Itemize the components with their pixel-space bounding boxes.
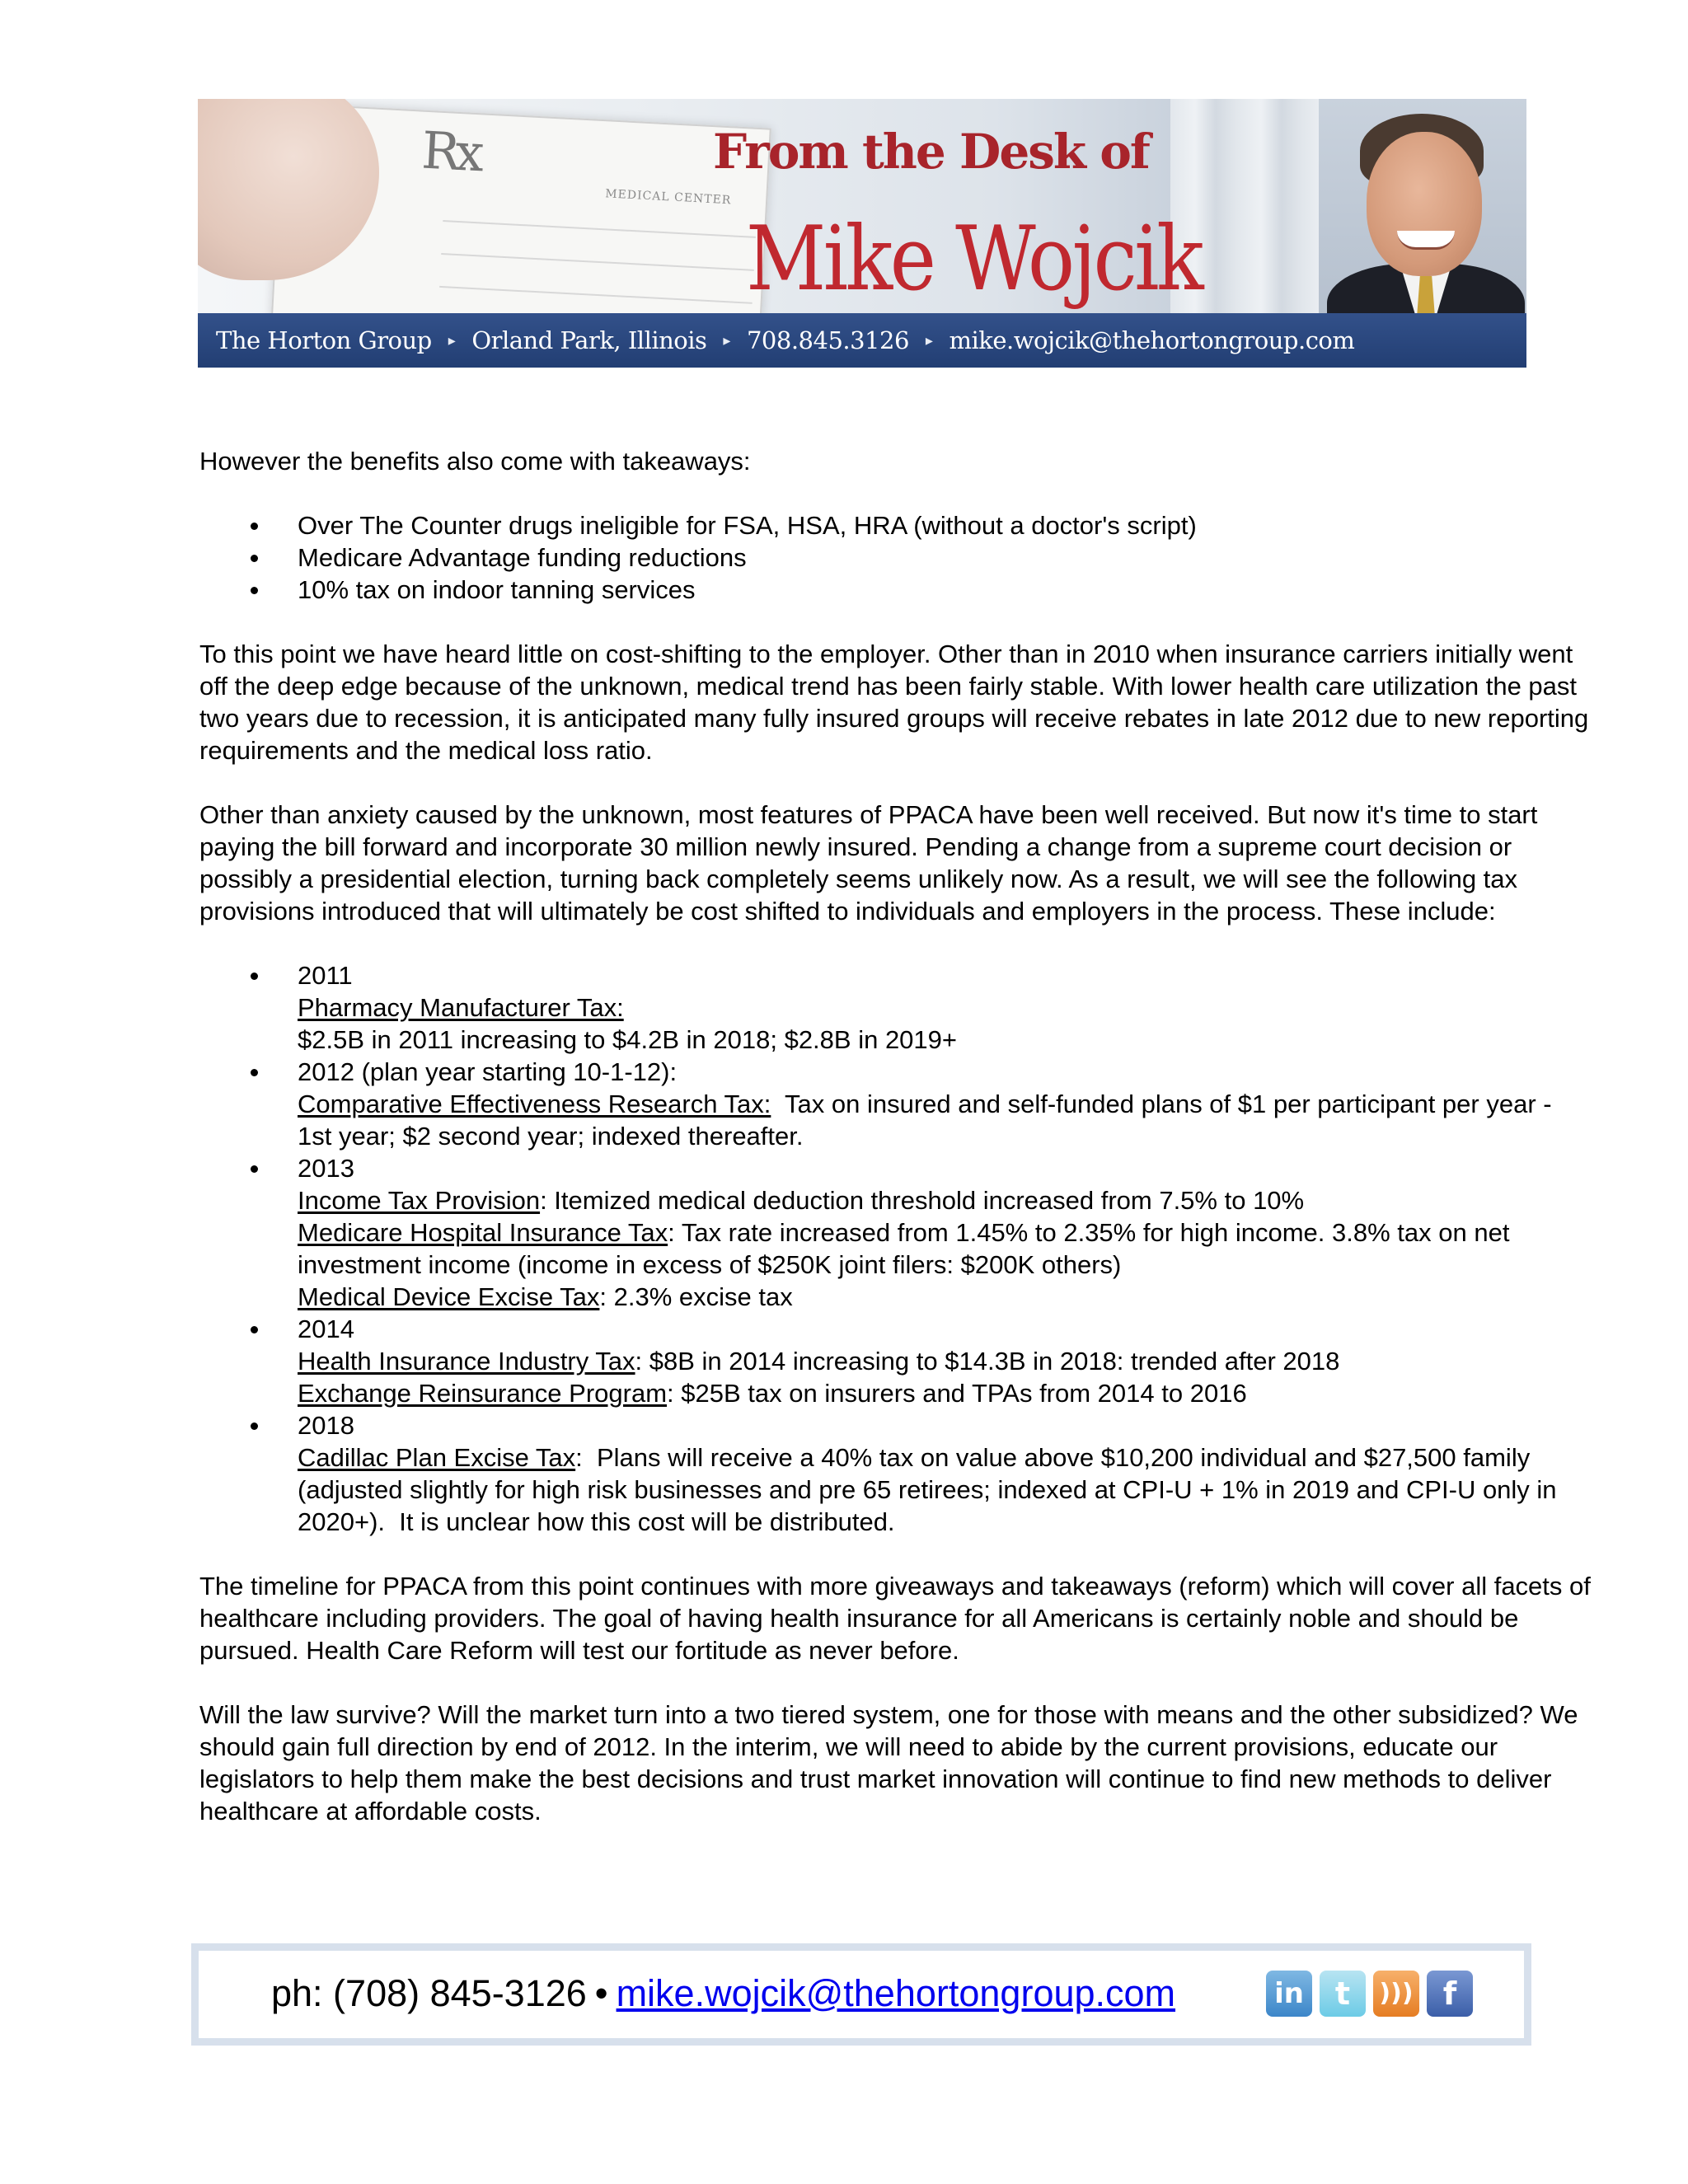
provision-2012 (199, 1056, 1592, 1152)
banner-company: The Horton Group (216, 326, 432, 354)
provision-text: : $25B tax on insurers and TPAs from 2014 to 2016 (667, 1379, 1247, 1408)
banner-contact-bar (198, 313, 1526, 368)
provision-year: 2014 (298, 1315, 354, 1343)
provision-title: Cadillac Plan Excise Tax (298, 1443, 576, 1472)
provision-text: Tax on insured and self-funded plans of $1 per participant per year - 1st year; $2 second year; indexed thereafter. (298, 1090, 1559, 1151)
provision-year: 2011 (298, 961, 353, 990)
medical-center-label: MEDICAL CENTER (604, 187, 732, 208)
header-banner (198, 99, 1526, 368)
banner-location: Orland Park, Illinois (471, 326, 707, 354)
provision-2014 (199, 1313, 1592, 1409)
paragraph-timeline: The timeline for PPACA from this point continues with more giveaways and takeaways (reform) which will cover all facets of healthcare including providers. The goal of having health insurance for all Americans is certainly noble and should be pursued. Health Care Reform will test our fortitude as never before. (199, 1572, 1591, 1665)
footer-contact-box (191, 1943, 1531, 2046)
pad-line (439, 286, 753, 304)
provision-year: 2018 (298, 1411, 354, 1440)
footer-email-link[interactable]: mike.wojcik@thehortongroup.com (616, 1972, 1176, 2014)
provision-title: Medical Device Excise Tax (298, 1282, 600, 1311)
provision-text: : Tax rate increased from 1.45% to 2.35% for high income. 3.8% tax on net investment income (income in excess of $250K joint filers: $200K others) (298, 1218, 1510, 1279)
portrait-photo (1319, 99, 1526, 330)
provision-title: Health Insurance Industry Tax (298, 1347, 635, 1376)
intro-paragraph: However the benefits also come with takeaways: (199, 447, 751, 476)
banner-name: Mike Wojcik (746, 208, 1202, 311)
paragraph-conclusion: Will the law survive? Will the market turn into a two tiered system, one for those with means and the other subsidized? We should gain full direction by end of 2012. In the interim, we will need to abide by the current provisions, educate our legislators to help them make the best decisions and trust market innovation will continue to find new methods to deliver healthcare at affordable costs. (199, 1700, 1578, 1825)
footer-contact-line (271, 1971, 1175, 2017)
banner-from-text: From the Desk of (713, 124, 1149, 180)
arrow-icon: ▸ (723, 331, 730, 349)
banner-phone: 708.845.3126 (746, 326, 909, 354)
banner-email: mike.wojcik@thehortongroup.com (949, 326, 1355, 354)
provision-title: Medicare Hospital Insurance Tax (298, 1218, 668, 1247)
provision-title: Comparative Effectiveness Research Tax: (298, 1090, 771, 1118)
paragraph-cost-shifting: To this point we have heard little on cost-shifting to the employer. Other than in 2010 when insurance carriers initially went off the deep edge because of the unknown, medical trend has been fairly stable. With lower health care utilization the past two years due to recession, it is anticipated many fully insured groups will receive rebates in late 2012 due to new reporting requirements and the medical loss ratio. (199, 640, 1589, 765)
tax-provisions-list (199, 959, 1592, 1538)
arrow-icon: ▸ (925, 331, 933, 349)
provision-2013 (199, 1152, 1592, 1313)
rss-icon[interactable]: ))) (1373, 1971, 1419, 2017)
provision-text: : $8B in 2014 increasing to $14.3B in 2018: trended after 2018 (635, 1347, 1340, 1376)
provision-title: Exchange Reinsurance Program (298, 1379, 668, 1408)
provision-2011 (199, 959, 1592, 1056)
portrait-face (1367, 132, 1482, 276)
provision-year: 2013 (298, 1154, 354, 1183)
paragraph-ppaca: Other than anxiety caused by the unknown, most features of PPACA have been well received. But now it's time to start paying the bill forward and incorporate 30 million newly insured. Pending a change from a supreme court decision or possibly a presidential election, turning back completely seems unlikely now. As a result, we will see the following tax provisions introduced that will ultimately be cost shifted to individuals and employers in the process. These include: (199, 800, 1538, 926)
bullet-separator: • (594, 1972, 608, 2014)
provision-text: : Itemized medical deduction threshold increased from 7.5% to 10% (540, 1186, 1305, 1215)
document-body (199, 445, 1592, 1827)
list-item: Over The Counter drugs ineligible for FSA, HSA, HRA (without a doctor's script) (199, 509, 1592, 541)
pad-line (443, 220, 756, 238)
provision-2018 (199, 1409, 1592, 1538)
rx-mark: Rx (420, 120, 481, 184)
list-item: Medicare Advantage funding reductions (199, 541, 1592, 574)
provision-year: 2012 (plan year starting 10-1-12): (298, 1057, 678, 1086)
twitter-icon[interactable]: t (1320, 1971, 1366, 2017)
provision-text: $2.5B in 2011 increasing to $4.2B in 2018; $2.8B in 2019+ (298, 1025, 958, 1054)
takeaways-list (199, 509, 1592, 606)
arrow-icon: ▸ (448, 331, 456, 349)
pad-line (441, 253, 754, 271)
provision-text: : Plans will receive a 40% tax on value above $10,200 individual and $27,500 family (adjusted slightly for high risk businesses and pre 65 retirees; indexed at CPI-U + 1% in 2019 and CPI-U only in 2020+). It is unclear how this cost will be distributed. (298, 1443, 1564, 1536)
provision-text: : 2.3% excise tax (599, 1282, 793, 1311)
footer-phone: ph: (708) 845-3126 (271, 1972, 587, 2014)
provision-title: Income Tax Provision (298, 1186, 541, 1215)
list-item: 10% tax on indoor tanning services (199, 574, 1592, 606)
provision-title: Pharmacy Manufacturer Tax: (298, 993, 624, 1022)
linkedin-icon[interactable]: in (1266, 1971, 1312, 2017)
facebook-icon[interactable]: f (1427, 1971, 1473, 2017)
